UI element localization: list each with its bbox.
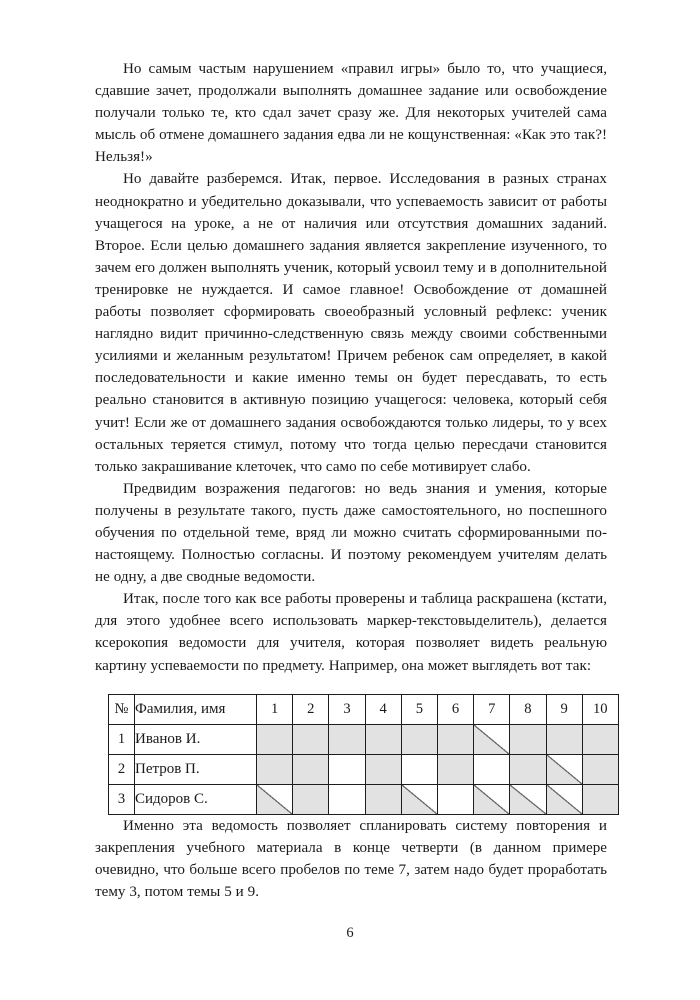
mark-fill [257,785,292,814]
mark-fill [474,755,509,784]
header-number: № [109,694,135,724]
header-topic-8: 8 [510,694,546,724]
mark-fill [293,785,328,814]
mark-cell [329,754,365,784]
mark-fill [583,755,618,784]
mark-cell [474,784,510,814]
mark-cell [437,784,473,814]
page-number: 6 [346,925,354,941]
mark-cell [474,754,510,784]
mark-fill [402,725,437,754]
paragraph-4: Итак, после того как все работы проверены и таблица раскрашена (кстати, для этого удобнее всего использовать маркер-текстовыделитель), делается ксерокопия ведомости для учителя, которая позволяет видеть реальную картину успеваемости по предмету. Например, она может выглядеть вот так: [95,591,607,674]
grade-table [108,694,619,815]
mark-fill [583,785,618,814]
row-number: 3 [109,784,135,814]
mark-cell [257,784,293,814]
mark-fill [438,755,473,784]
mark-fill [293,755,328,784]
header-topic-7: 7 [474,694,510,724]
mark-cell [437,754,473,784]
page-content [95,58,607,903]
mark-fill [510,725,545,754]
mark-fill [547,785,582,814]
mark-fill [510,755,545,784]
mark-cell [546,724,582,754]
table-row [109,724,619,754]
mark-cell [510,724,546,754]
mark-cell [437,724,473,754]
mark-cell [582,754,618,784]
row-number: 1 [109,724,135,754]
mark-cell [365,724,401,754]
mark-cell [293,724,329,754]
header-name: Фамилия, имя [135,694,257,724]
header-topic-1: 1 [257,694,293,724]
mark-cell [293,784,329,814]
mark-fill [438,725,473,754]
mark-cell [401,724,437,754]
mark-cell [401,754,437,784]
paragraph-2: Но давайте разберемся. Итак, первое. Исследования в разных странах неоднократно и убедительно доказывали, что успеваемость зависит от работы учащегося на уроке, а не от наличия или отсутствия домашних заданий. Второе. Если целью домашнего задания является закрепление изученного, то зачем его должен выполнять ученик, который усвоил тему и в дополнительной тренировке не нуждается. И самое главное! Освобождение от домашней работы позволяет сформировать своеобразный условный рефлекс: ученик наглядно видит причинно-следственную связь между своими собственными усилиями и желанным результатом! Причем ребенок сам определяет, в какой последовательности и какие именно темы он будет пересдавать, то есть реально становится в активную позицию учащегося: человека, который себя учит! Если же от домашнего задания освобождаются только лидеры, то у всех остальных теряется стимул, потому что тогда целью пересдачи становится только закрашивание клеточек, что само по себе мотивирует слабо. [95,171,607,475]
paragraph-3: Предвидим возражения педагогов: но ведь знания и умения, которые получены в результате такого, пусть даже самостоятельного, но поспешного обучения по отдельной теме, вряд ли можно считать сформированными по-настоящему. Полностью согласны. И поэтому рекомендуем учителям делать не одну, а две сводные ведомости. [95,480,607,586]
mark-fill [366,755,401,784]
grade-table-container [108,694,618,815]
row-student-name: Сидоров С. [135,784,257,814]
header-topic-5: 5 [401,694,437,724]
mark-fill [438,785,473,814]
mark-cell [510,784,546,814]
mark-cell [365,754,401,784]
mark-cell [582,784,618,814]
mark-cell [510,754,546,784]
header-topic-4: 4 [365,694,401,724]
row-number: 2 [109,754,135,784]
mark-cell [474,724,510,754]
paragraph-1: Но самым частым нарушением «правил игры» было то, что учащиеся, сдавшие зачет, продолжали выполнять домашнее задание или освобождение получали только те, кто сдал зачет сразу же. Для некоторых учителей сама мысль об отмене домашнего задания едва ли не кощунственная: «Как это так?! Нельзя!» [95,61,607,166]
mark-fill [257,755,292,784]
mark-fill [547,725,582,754]
mark-fill [329,785,364,814]
table-row [109,784,619,814]
mark-cell [257,754,293,784]
mark-fill [583,725,618,754]
table-head [109,694,619,724]
mark-fill [474,785,509,814]
mark-fill [474,725,509,754]
mark-cell [401,784,437,814]
header-topic-6: 6 [437,694,473,724]
mark-fill [293,725,328,754]
mark-fill [329,755,364,784]
paragraph-closing: Именно эта ведомость позволяет спланировать систему повторения и закрепления учебного материала в конце четверти (в данном примере очевидно, что больше всего пробелов по теме 7, затем надо будет проработать тему 3, потом темы 5 и 9. [95,817,607,900]
mark-cell [293,754,329,784]
mark-fill [402,785,437,814]
header-topic-10: 10 [582,694,618,724]
mark-cell [582,724,618,754]
mark-fill [366,725,401,754]
table-row [109,754,619,784]
mark-cell [329,724,365,754]
mark-fill [329,725,364,754]
mark-fill [402,755,437,784]
row-student-name: Петров П. [135,754,257,784]
mark-cell [365,784,401,814]
header-topic-2: 2 [293,694,329,724]
row-student-name: Иванов И. [135,724,257,754]
table-body [109,724,619,814]
mark-cell [546,784,582,814]
mark-fill [257,725,292,754]
mark-fill [547,755,582,784]
table-header-row [109,694,619,724]
mark-cell [329,784,365,814]
mark-fill [510,785,545,814]
header-topic-9: 9 [546,694,582,724]
mark-cell [257,724,293,754]
mark-fill [366,785,401,814]
mark-cell [546,754,582,784]
header-topic-3: 3 [329,694,365,724]
